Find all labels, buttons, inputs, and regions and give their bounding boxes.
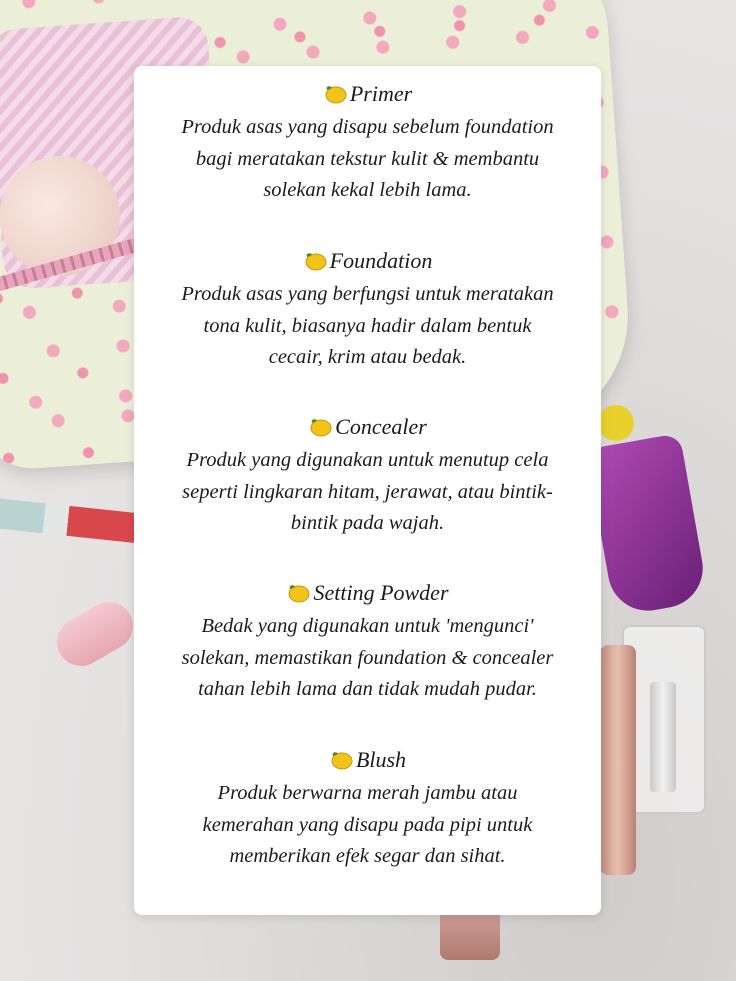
section-line: Produk berwarna merah jambu atau: [217, 782, 518, 804]
section-line: Bedak yang digunakan untuk 'mengunci': [201, 615, 534, 637]
lip-gloss: [600, 645, 636, 875]
section-line: solekan, memastikan foundation & concealer: [181, 646, 554, 669]
lemon-icon: [323, 84, 347, 104]
section-title: Setting Powder: [313, 580, 449, 605]
section-line: Produk asas yang disapu sebelum foundation: [181, 116, 554, 138]
section-line: tahan lebih lama dan tidak mudah pudar.: [198, 678, 537, 700]
lemon-icon: [303, 251, 327, 271]
section-setting-powder: [134, 575, 601, 706]
lemon-icon: [329, 750, 353, 770]
info-card: [134, 66, 601, 915]
section-line: bintik pada wajah.: [290, 512, 445, 534]
section-line: cecair, krim atau bedak.: [268, 346, 467, 368]
section-line: Produk asas yang berfungsi untuk meratakan: [181, 283, 554, 305]
section-title: Foundation: [329, 248, 433, 273]
lip-liner: [0, 497, 141, 544]
section-title: Blush: [355, 747, 407, 772]
section-concealer: [134, 409, 601, 540]
section-foundation: [134, 243, 601, 374]
section-line: seperti lingkaran hitam, jerawat, atau bintik-: [182, 480, 553, 503]
section-line: Produk yang digunakan untuk menutup cela: [186, 449, 549, 471]
section-line: kemerahan yang disapu pada pipi untuk: [202, 813, 533, 836]
section-blush: [134, 742, 601, 873]
lemon-icon: [308, 417, 332, 437]
purple-bottle: [586, 433, 709, 617]
lemon-icon: [286, 583, 310, 603]
section-title: Primer: [349, 81, 413, 106]
section-title: Concealer: [335, 414, 427, 439]
section-primer: [134, 76, 601, 207]
section-line: memberikan efek segar dan sihat.: [229, 845, 506, 867]
yellow-cap: [598, 405, 634, 441]
section-line: tona kulit, biasanya hadir dalam bentuk: [203, 314, 532, 337]
pink-tube: [48, 593, 141, 675]
section-line: bagi meratakan tekstur kulit & membantu: [195, 147, 540, 170]
section-line: solekan kekal lebih lama.: [263, 179, 472, 201]
